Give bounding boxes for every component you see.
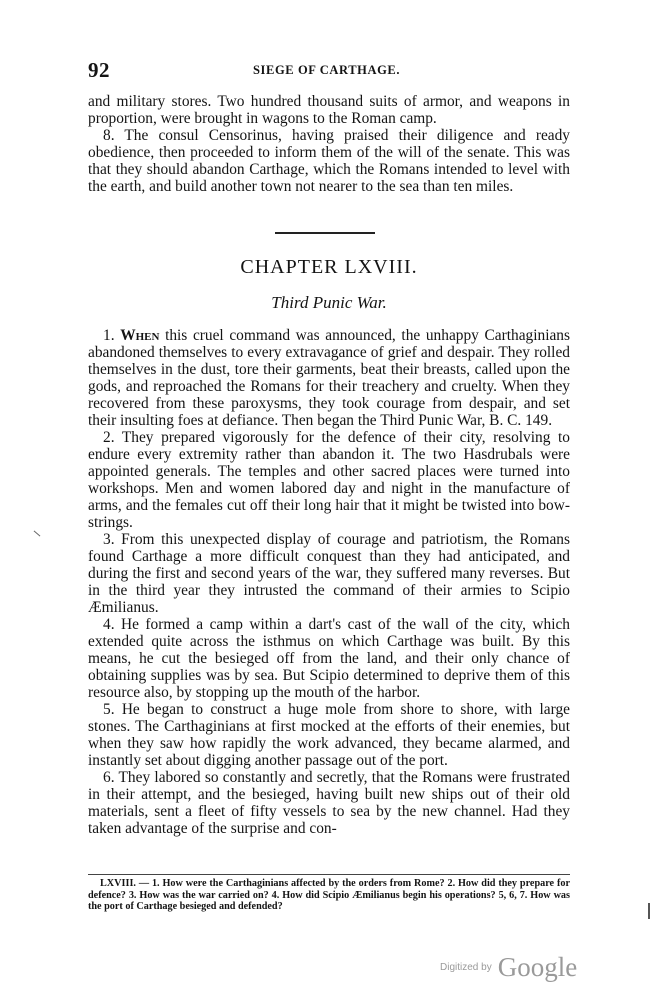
paragraph-1-opening-word: When	[120, 327, 160, 344]
footnote-text: LXVIII. — 1. How were the Carthaginians affected by the orders from Rome? 2. How did they prepare for defence? 3. How was the war carried on? 4. How did Scipio Æmilianus begin his operations? 5, 6, 7. How was the port of Carthage besieged and defended?	[88, 878, 570, 912]
paragraph-1-number: 1.	[103, 327, 121, 344]
chapter-title: CHAPTER LXVIII.	[240, 256, 418, 278]
chapter-subtitle: Third Punic War.	[271, 293, 387, 312]
digitized-watermark	[440, 952, 577, 983]
page-number: 92	[88, 58, 110, 82]
paragraph-1-text: this cruel command was announced, the unhappy Carthaginians abandoned themselves to every extravagance of grief and despair. They rolled themselves in the dust, tore their garments, beat their breasts, called upon the gods, and reproached the Romans for their treachery and cruelty. When they recovered from these paroxysms, they took courage from despair, and set their insulting foes at defiance. Then began the Third Punic War, B. C. 149.	[88, 327, 570, 429]
scan-mark	[34, 531, 41, 537]
paragraph-5: 5. He began to construct a huge mole from shore to shore, with large stones. The Carthaginians at first mocked at the efforts of their enemies, but when they saw how rapidly the work advanced, they became alarmed, and instantly set about digging another passage out of the port.	[88, 701, 570, 769]
watermark-prefix: Digitized by	[440, 962, 492, 973]
paragraph-1	[88, 327, 570, 429]
paragraph-continuation: and military stores. Two hundred thousand suits of armor, and weapons in proportion, were brought in wagons to the Roman camp.	[88, 93, 570, 127]
paragraph-3: 3. From this unexpected display of courage and patriotism, the Romans found Carthage a more difficult conquest than they had anticipated, and during the first and second years of the war, they suffered many reverses. But in the third year they intrusted the command of their armies to Scipio Æmilianus.	[88, 531, 570, 616]
paragraph-6: 6. They labored so constantly and secretly, that the Romans were frustrated in their attempt, and the besieged, having built new ships out of their old materials, sent a fleet of fifty vessels to sea by the new channel. Had they taken advantage of the surprise and con-	[88, 769, 570, 837]
paragraph-2: 2. They prepared vigorously for the defence of their city, resolving to endure every extremity rather than abandon it. The two Hasdrubals were appointed generals. The temples and other sacred places were turned into workshops. Men and women labored day and night in the manufacture of arms, and the females cut off their long hair that it might be twisted into bow-strings.	[88, 429, 570, 531]
paragraph-4: 4. He formed a camp within a dart's cast of the wall of the city, which extended quite across the isthmus on which Carthage was built. By this means, he cut the besieged off from the land, and their only chance of obtaining supplies was by sea. But Scipio determined to deprive them of this resource also, by stopping up the mouth of the harbor.	[88, 616, 570, 701]
chapter-body	[88, 327, 570, 837]
footnote-questions	[88, 878, 570, 913]
paragraph-8: 8. The consul Censorinus, having praised their diligence and ready obedience, then proceeded to inform them of the will of the senate. This was that they should abandon Carthage, which the Romans intended to level with the earth, and build another town not nearer to the sea than ten miles.	[88, 127, 570, 195]
edge-mark	[648, 903, 650, 919]
google-logo: Google	[497, 952, 578, 982]
page-header	[88, 58, 568, 80]
footnote-divider	[88, 874, 570, 875]
section-divider	[275, 232, 375, 234]
continued-text	[88, 93, 570, 195]
running-head: SIEGE OF CARTHAGE.	[253, 63, 401, 77]
